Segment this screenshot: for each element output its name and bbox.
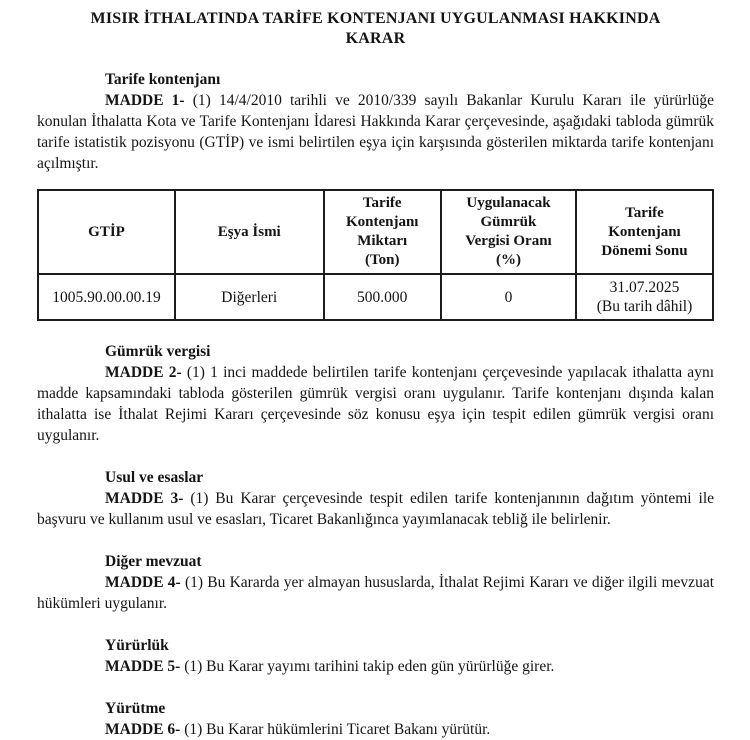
header-kontenjan-miktari: Tarife Kontenjanı Miktarı (Ton) — [324, 190, 441, 274]
cell-kontenjan-miktari: 500.000 — [324, 274, 441, 320]
header-gtip: GTİP — [38, 190, 175, 274]
section-paragraph — [37, 488, 714, 530]
cell-esya-ismi: Diğerleri — [175, 274, 324, 320]
section-paragraph — [37, 572, 714, 614]
cell-donemi-sonu: 31.07.2025 (Bu tarih dâhil) — [576, 274, 713, 320]
section-usul-ve-esaslar — [37, 467, 714, 530]
section-tarife-kontenjani — [37, 69, 714, 174]
madde-label: MADDE 6- — [105, 721, 181, 738]
section-paragraph — [37, 719, 714, 740]
section-paragraph — [37, 362, 714, 446]
cell-gumruk-vergisi-orani: 0 — [441, 274, 576, 320]
section-heading: Yürürlük — [105, 637, 169, 654]
section-gumruk-vergisi — [37, 341, 714, 446]
table-header-row — [38, 190, 713, 274]
section-diger-mevzuat — [37, 551, 714, 614]
madde-label: MADDE 5- — [105, 658, 181, 675]
madde-text: (1) 1 inci maddede belirtilen tarife kontenjanı çerçevesinde yapılacak ithalatta aynı madde kapsamındaki tabloda gösterilen gümrük vergisi oranı uygulanır. Tarife kontenjanı dışında kalan ithalatta ise İthalat Rejimi Kararı çerçevesinde söz konusu eşya için tespit edilen gümrük vergisi oranı uygulanır. — [37, 364, 714, 444]
header-gumruk-vergisi-orani: Uygulanacak Gümrük Vergisi Oranı (%) — [441, 190, 576, 274]
section-heading: Yürütme — [105, 700, 166, 717]
madde-label: MADDE 3- — [105, 490, 184, 507]
section-yurutme — [37, 698, 714, 740]
madde-text: (1) Bu Karar yayımı tarihini takip eden gün yürürlüğe girer. — [184, 658, 555, 675]
madde-label: MADDE 2- — [105, 364, 182, 381]
section-heading: Usul ve esaslar — [105, 469, 204, 486]
section-heading: Gümrük vergisi — [105, 343, 211, 360]
madde-text: (1) Bu Kararda yer almayan hususlarda, İthalat Rejimi Kararı ve diğer ilgili mevzuat hükümleri uygulanır. — [37, 574, 714, 612]
section-heading: Diğer mevzuat — [105, 553, 202, 570]
section-yururluk — [37, 635, 714, 677]
madde-label: MADDE 4- — [105, 574, 181, 591]
document-title: MISIR İTHALATINDA TARİFE KONTENJANI UYGULANMASI HAKKINDA KARAR — [90, 10, 661, 47]
tariff-quota-table — [37, 189, 714, 321]
section-paragraph — [37, 90, 714, 174]
cell-gtip: 1005.90.00.00.19 — [38, 274, 175, 320]
header-donemi-sonu: Tarife Kontenjanı Dönemi Sonu — [576, 190, 713, 274]
table-row — [38, 274, 713, 320]
section-heading: Tarife kontenjanı — [105, 71, 221, 88]
header-esya-ismi: Eşya İsmi — [175, 190, 324, 274]
madde-label: MADDE 1- — [105, 92, 185, 109]
madde-text: (1) 14/4/2010 tarihli ve 2010/339 sayılı Bakanlar Kurulu Kararı ile yürürlüğe konulan İthalatta Kota ve Tarife Kontenjanı İdaresi Hakkında Karar çerçevesinde, aşağıdaki tabloda gümrük tarife istatistik pozisyonu (GTİP) ve ismi belirtilen eşya için karşısında gösterilen miktarda tarife kontenjanı açılmıştır. — [37, 92, 715, 172]
section-paragraph — [37, 656, 714, 677]
madde-text: (1) Bu Karar hükümlerini Ticaret Bakanı yürütür. — [184, 721, 491, 738]
madde-text: (1) Bu Karar çerçevesinde tespit edilen tarife kontenjanının dağıtım yöntemi ile başvuru ve kullanım usul ve esasları, Ticaret Bakanlığınca yayımlanacak tebliğ ile belirlenir. — [37, 490, 715, 528]
